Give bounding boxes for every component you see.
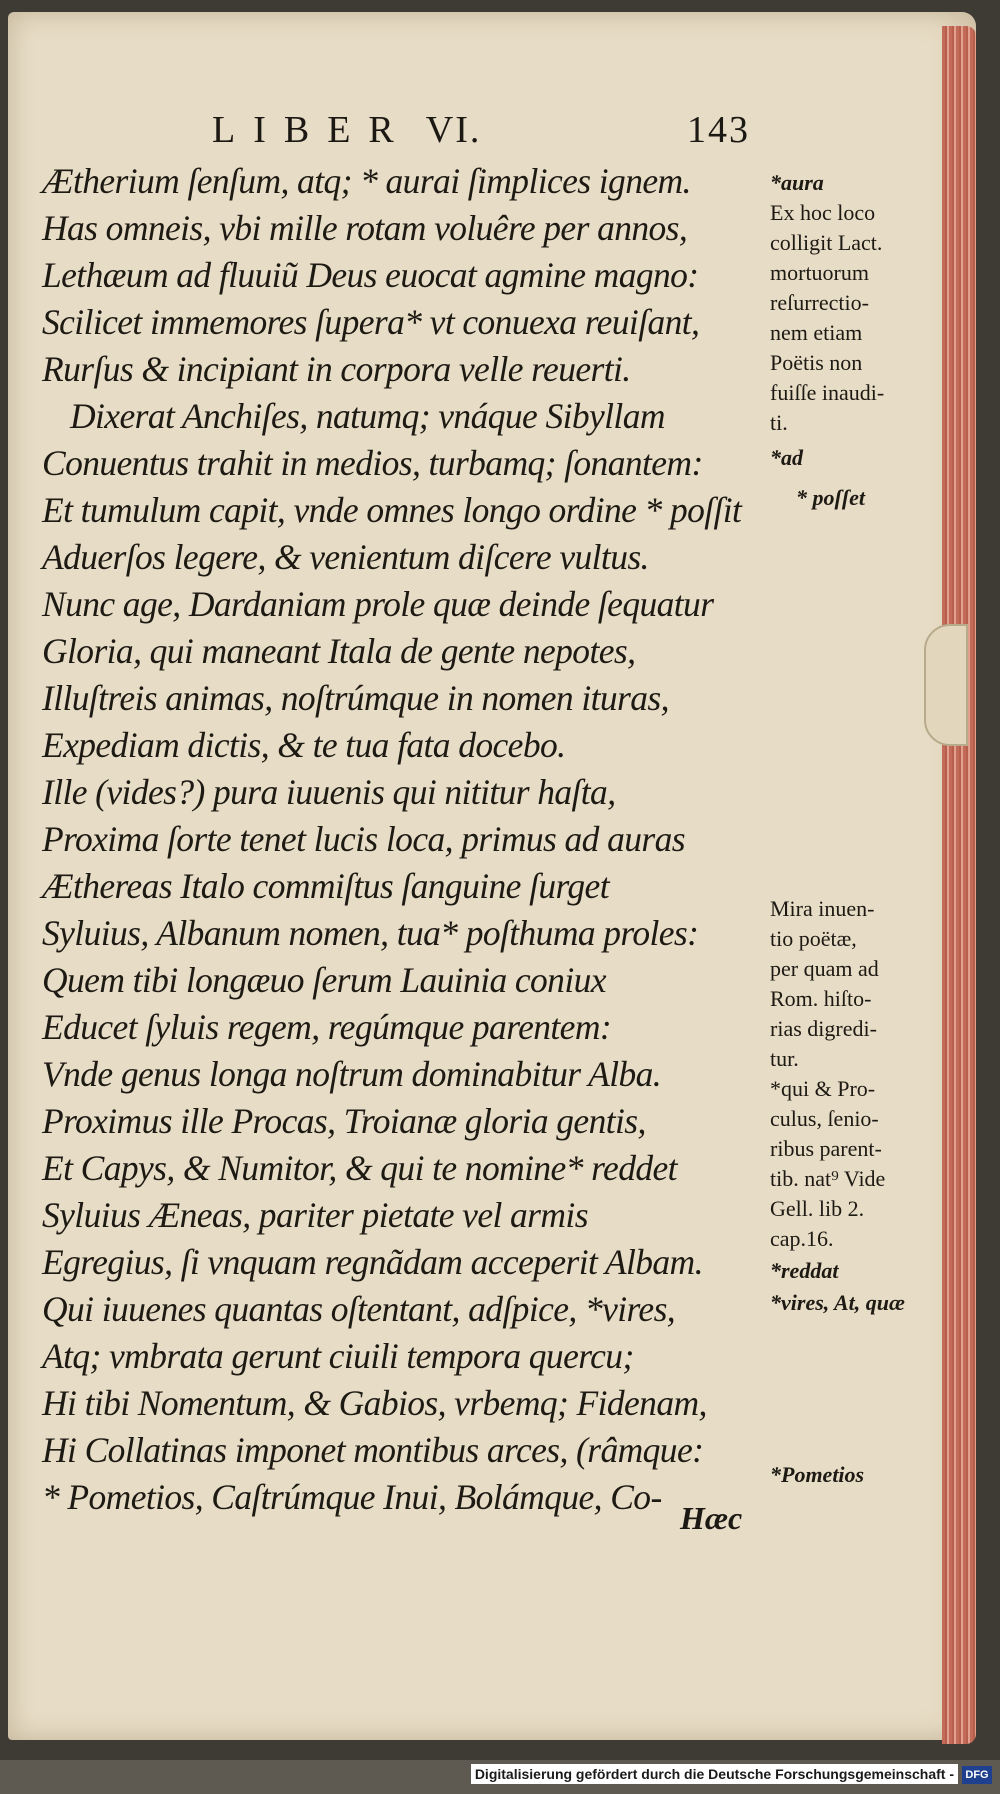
book-number: VI. — [425, 109, 482, 151]
marginal-note: mortuorum — [770, 260, 869, 285]
marginal-note: tur. — [770, 1046, 799, 1071]
verse-line: Vnde genus longa noſtrum dominabitur Alba. — [42, 1054, 662, 1094]
marginal-note: *Pometios — [770, 1462, 865, 1487]
verse-line: Hi Collatinas imponet montibus arces, (râmque: — [42, 1430, 704, 1470]
marginal-note: Poëtis non — [770, 350, 863, 375]
verse-line: Proximus ille Procas, Troianæ gloria gentis, — [42, 1101, 646, 1141]
marginal-note: fuiſſe inaudi- — [770, 380, 885, 405]
verse-line: Syluius Æneas, pariter pietate vel armis — [42, 1195, 588, 1235]
verse-line: Ille (vides?) pura iuuenis qui nititur haſta, — [42, 772, 616, 812]
marginal-note: *ad — [770, 445, 803, 470]
marginal-note: cap.16. — [770, 1226, 834, 1251]
verse-line: Æthereas Italo commiſtus ſanguine ſurget — [42, 866, 609, 906]
marginal-note: rias digredi- — [770, 1016, 877, 1041]
digitization-credit: Digitalisierung gefördert durch die Deutsche Forschungsgemeinschaft - — [471, 1764, 958, 1784]
verse-line: Aduerſos legere, & venientum diſcere vultus. — [42, 537, 649, 577]
verse-line: Nunc age, Dardaniam prole quæ deinde ſequatur — [42, 584, 714, 624]
marginal-note: colligit Lact. — [770, 230, 883, 255]
verse-line: Ætherium ſenſum, atq; * aurai ſimplices ignem. — [42, 161, 691, 201]
marginal-note: Gell. lib 2. — [770, 1196, 865, 1221]
verse-line: * Pometios, Caſtrúmque Inui, Bolámque, Co- — [42, 1477, 662, 1517]
verse-line: Dixerat Anchiſes, natumq; vnáque Sibyllam — [70, 396, 665, 436]
verse-line: Expediam dictis, & te tua fata docebo. — [42, 725, 566, 765]
marginal-note: culus, ſenio- — [770, 1106, 879, 1131]
verse-line: Atq; vmbrata gerunt ciuili tempora quercu; — [42, 1336, 634, 1376]
marginal-note: nem etiam — [770, 320, 863, 345]
verse-line: Conuentus trahit in medios, turbamq; ſonantem: — [42, 443, 703, 483]
verse-line: Quem tibi longæuo ſerum Lauinia coniux — [42, 960, 606, 1000]
page-edges — [942, 26, 976, 1744]
verse-line: Educet ſyluis regem, regúmque parentem: — [42, 1007, 612, 1047]
verse-line: Scilicet immemores ſupera* vt conuexa reuiſant, — [42, 302, 700, 342]
marginal-note: *vires, At, quæ — [770, 1290, 905, 1315]
marginal-note: *aura — [770, 170, 824, 195]
verse-line: Et tumulum capit, vnde omnes longo ordine * poſſit — [42, 490, 742, 530]
verse-line: Lethæum ad fluuiũ Deus euocat agmine magno: — [42, 255, 699, 295]
marginal-note: ribus parent- — [770, 1136, 882, 1161]
marginal-note: * poſſet — [796, 485, 866, 510]
page-tab-marker — [924, 624, 968, 746]
verse-line: Has omneis, vbi mille rotam voluêre per annos, — [42, 208, 688, 248]
marginal-note: Rom. hiſto- — [770, 986, 872, 1011]
marginal-note: per quam ad — [770, 956, 879, 981]
verse-line: Et Capys, & Numitor, & qui te nomine* reddet — [42, 1148, 677, 1188]
catchword: Hæc — [680, 1500, 743, 1536]
marginal-note: *qui & Pro- — [770, 1076, 876, 1101]
verse-line: Rurſus & incipiant in corpora velle reuerti. — [42, 349, 631, 389]
marginal-note: tio poëtæ, — [770, 926, 857, 951]
running-title: LIBER — [212, 109, 412, 151]
running-header — [212, 108, 481, 152]
verse-line: Gloria, qui maneant Itala de gente nepotes, — [42, 631, 636, 671]
marginal-note: ti. — [770, 410, 788, 435]
verse-line: Egregius, ſi vnquam regnãdam acceperit Albam. — [42, 1242, 703, 1282]
marginal-note: Mira inuen- — [770, 896, 875, 921]
dfg-logo: DFG — [962, 1766, 992, 1784]
verse-line: Syluius, Albanum nomen, tua* poſthuma proles: — [42, 913, 699, 953]
marginal-note: tib. nat⁹ Vide — [770, 1166, 886, 1191]
verse-line: Proxima ſorte tenet lucis loca, primus ad auras — [42, 819, 685, 859]
verse-line: Illuſtreis animas, noſtrúmque in nomen ituras, — [42, 678, 669, 718]
page-number: 143 — [687, 109, 750, 151]
verse-line: Hi tibi Nomentum, & Gabios, vrbemq; Fidenam, — [42, 1383, 707, 1423]
marginal-note: *reddat — [770, 1258, 839, 1283]
marginal-note: reſurrectio- — [770, 290, 869, 315]
verse-line: Qui iuuenes quantas oſtentant, adſpice, *vires, — [42, 1289, 676, 1329]
marginal-note: Ex hoc loco — [770, 200, 876, 225]
